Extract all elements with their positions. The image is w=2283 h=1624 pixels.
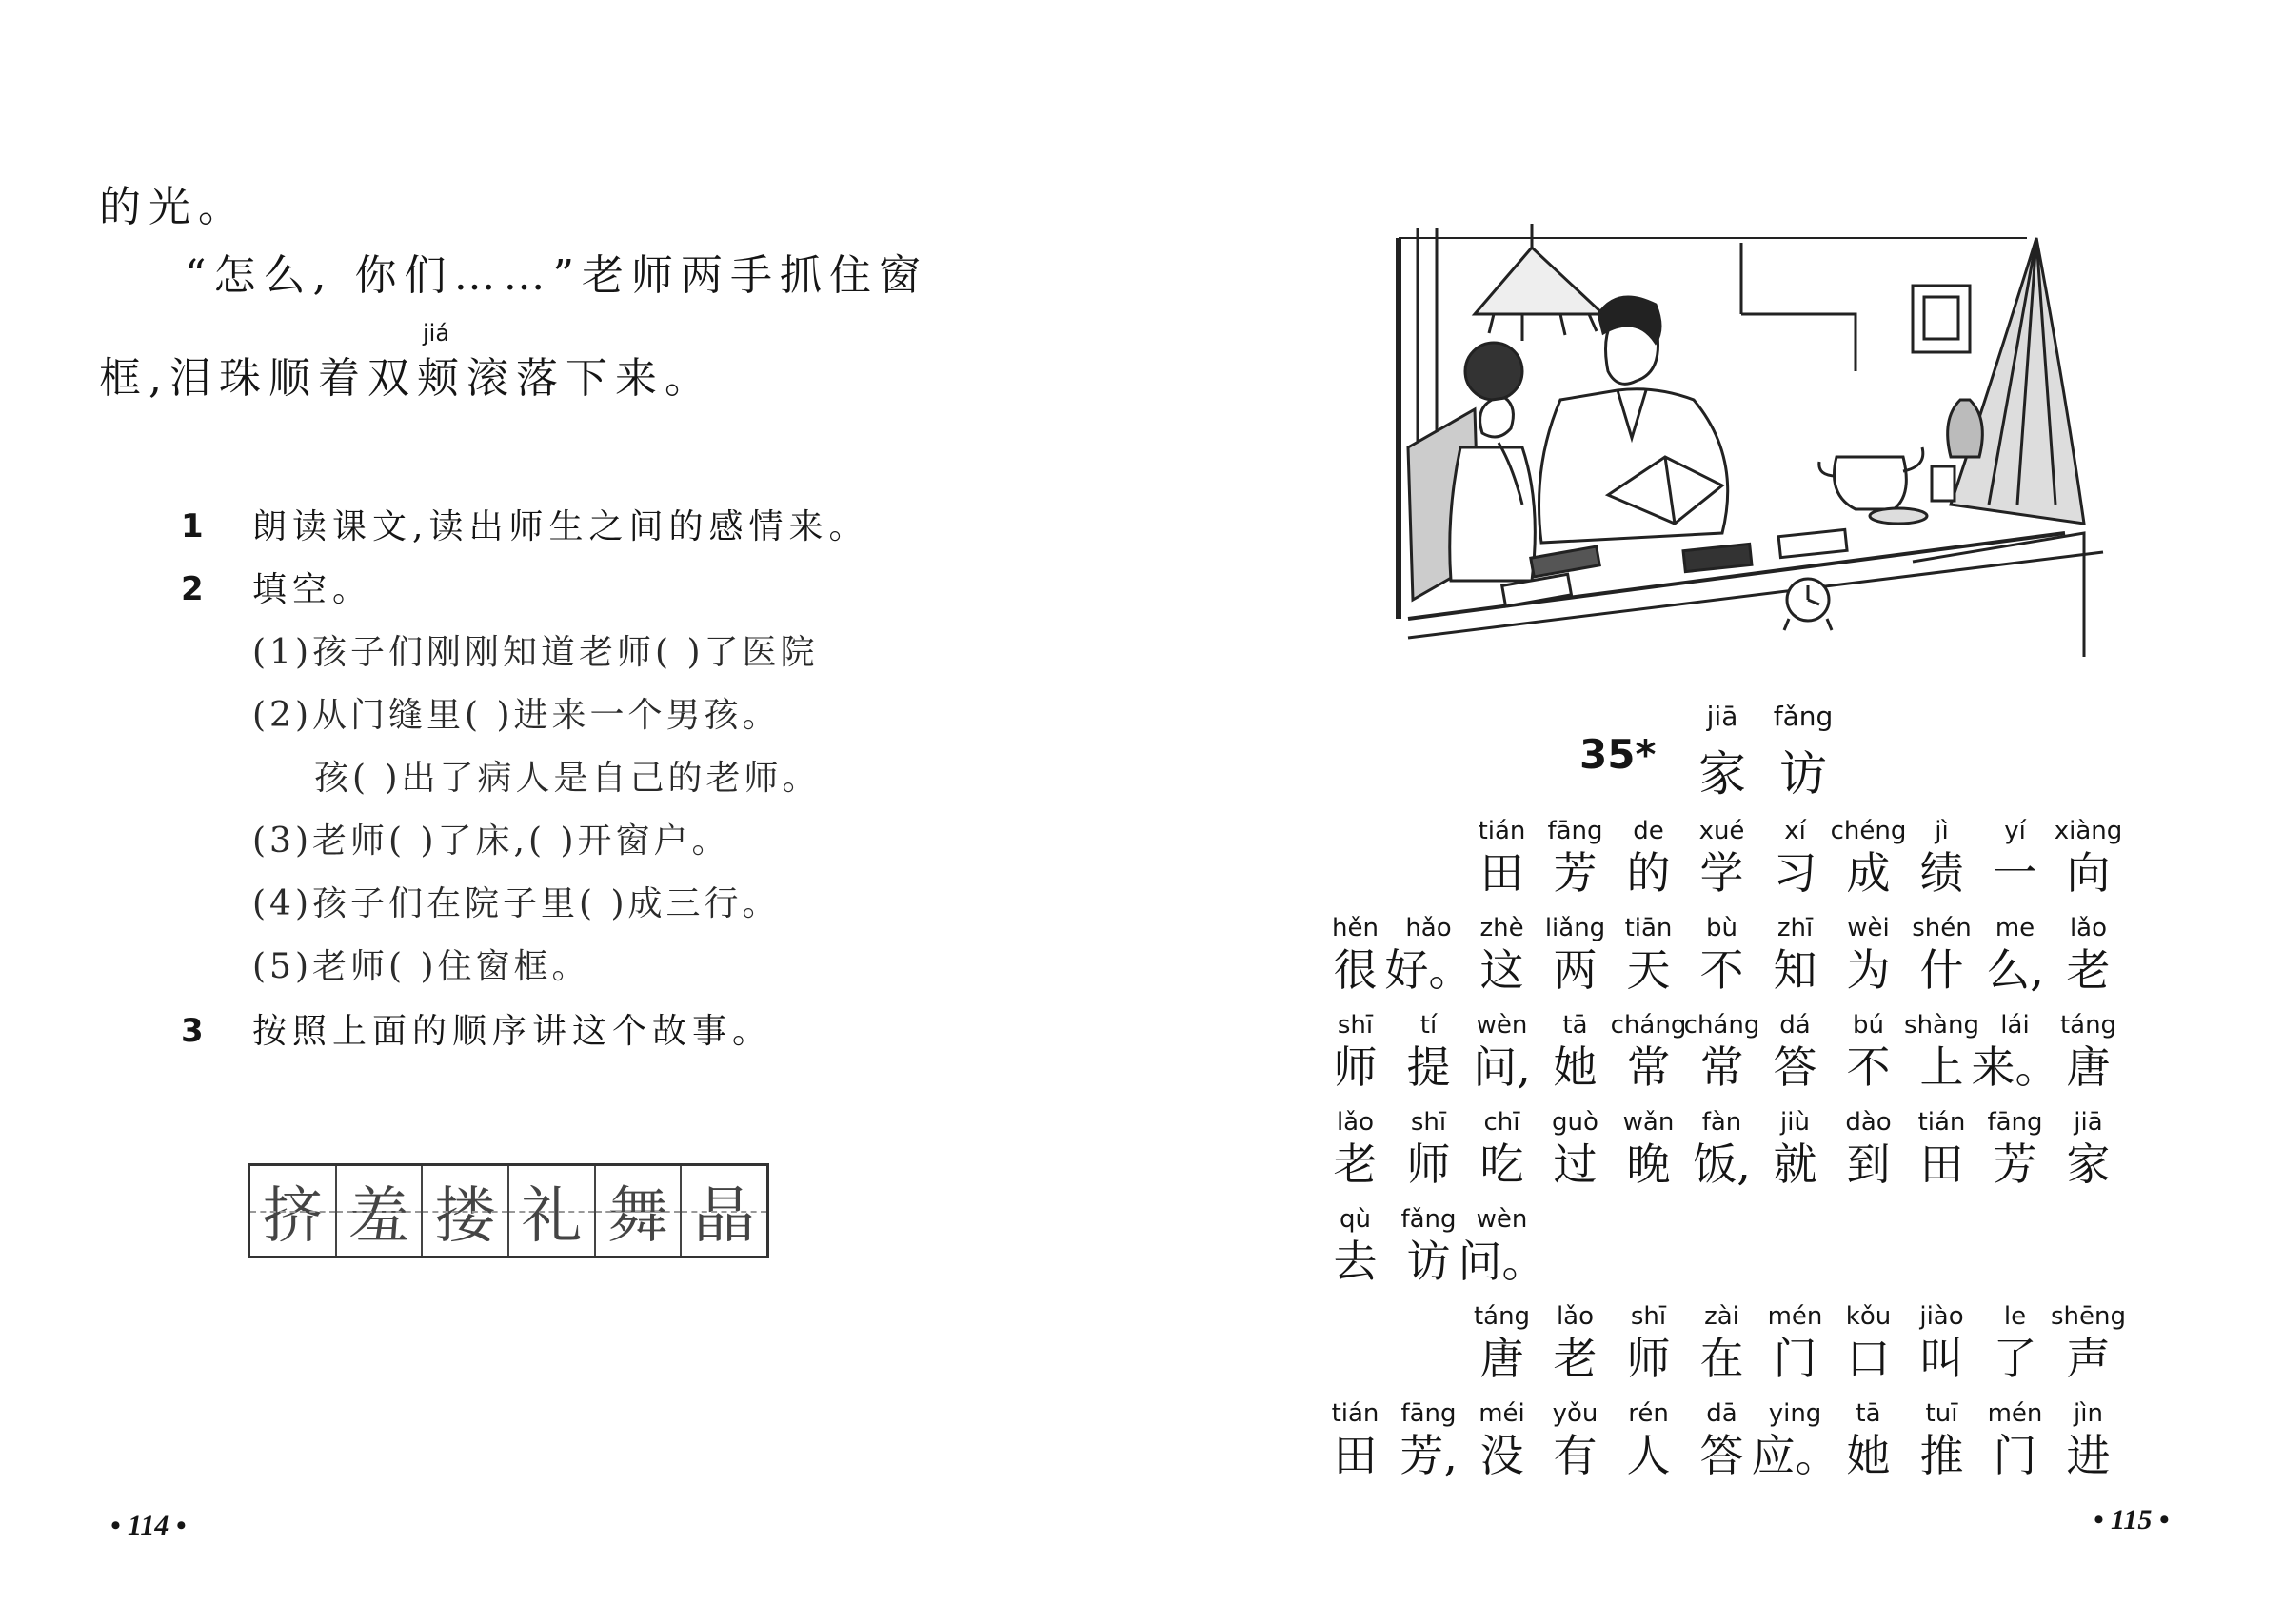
hanzi: 提: [1406, 1041, 1451, 1093]
ruby-character: [1539, 1106, 1612, 1190]
pinyin: qù: [1340, 1205, 1371, 1234]
hanzi: 去: [1333, 1236, 1378, 1287]
hanzi: 这: [1479, 944, 1524, 996]
ruby-character: [1751, 1397, 1839, 1481]
hanzi: 家: [2066, 1139, 2111, 1190]
pinyin: fǎng: [1400, 1205, 1457, 1234]
ruby-character: [1685, 1106, 1758, 1190]
ruby-character: [1539, 1009, 1612, 1093]
pinyin: fāng: [1987, 1108, 2043, 1137]
hanzi: 师: [1406, 1139, 1451, 1190]
pinyin: yǒu: [1552, 1399, 1598, 1428]
hanzi: 她: [1553, 1041, 1598, 1093]
pinyin: liǎng: [1544, 914, 1606, 942]
pinyin: tā: [1562, 1011, 1588, 1040]
ruby-character: [1384, 912, 1473, 996]
pinyin: lǎo: [2069, 914, 2108, 942]
pinyin: shēng: [2051, 1302, 2127, 1331]
pinyin: xué: [1698, 817, 1745, 845]
text-line-3: 框,泪珠顺着双颊滚落下来。: [99, 354, 714, 403]
illustration-family-visit: [1380, 219, 2113, 666]
hanzi: 田: [1333, 1430, 1378, 1481]
pinyin: chéng: [1830, 817, 1907, 845]
hanzi: 很: [1333, 944, 1378, 996]
pinyin: dā: [1706, 1399, 1737, 1428]
ruby-character: [1612, 1009, 1685, 1093]
pinyin: táng: [2059, 1011, 2117, 1040]
ruby-character: [2052, 1106, 2125, 1190]
grid-character: 搂: [423, 1166, 509, 1256]
hanzi: 有: [1553, 1430, 1598, 1481]
pinyin: fāng: [1547, 817, 1603, 845]
text-line-1: 的光。: [99, 183, 248, 231]
pinyin: tiān: [1624, 914, 1673, 942]
hanzi: 芳: [1553, 847, 1598, 899]
pinyin: tuī: [1925, 1399, 1958, 1428]
title-pinyin: fǎng: [1773, 701, 1834, 732]
exercise-text: 朗读课文,读出师生之间的感情来。: [252, 507, 869, 546]
ruby-character: [1612, 1397, 1685, 1481]
hanzi: 为: [1846, 944, 1891, 996]
ruby-character: [2052, 1397, 2125, 1481]
pinyin: hěn: [1332, 914, 1379, 942]
hanzi: 上: [1919, 1041, 1964, 1093]
ruby-character: [1758, 912, 1832, 996]
hanzi: 芳: [1993, 1139, 2037, 1190]
text-line: [1465, 1300, 2125, 1384]
right-page: [1142, 0, 2283, 1624]
character-grid: [248, 1163, 769, 1258]
hanzi: 天: [1626, 944, 1671, 996]
hanzi: 常: [1626, 1041, 1671, 1093]
ruby-character: [1758, 815, 1832, 899]
ruby-character: [1685, 1397, 1758, 1481]
pinyin: dá: [1779, 1011, 1811, 1040]
hanzi: 吃: [1479, 1139, 1524, 1190]
pinyin: zài: [1704, 1302, 1739, 1331]
pinyin: rén: [1628, 1399, 1669, 1428]
hanzi: 绩: [1919, 847, 1964, 899]
hanzi: 没: [1479, 1430, 1524, 1481]
exercise-subitem: (2)从门缝里( )进来一个男孩。: [252, 696, 781, 735]
pinyin-annotation: jiá: [423, 320, 450, 347]
hanzi: 问。: [1458, 1236, 1546, 1287]
hanzi: 口: [1846, 1333, 1891, 1384]
ruby-character: [1978, 1300, 2052, 1384]
pinyin: yí: [2004, 817, 2026, 845]
title-character: [1694, 701, 1751, 804]
exercise-number: 2: [181, 570, 204, 608]
ruby-character: [1758, 1009, 1832, 1093]
ruby-character: [1465, 1009, 1539, 1093]
pinyin: lǎo: [1556, 1302, 1595, 1331]
pinyin: bù: [1706, 914, 1737, 942]
pinyin: wèi: [1847, 914, 1890, 942]
ruby-character: [1465, 1300, 1539, 1384]
hanzi: 问,: [1473, 1041, 1531, 1093]
pinyin: jiā: [2074, 1108, 2103, 1137]
page-number-right: • 115 •: [2094, 1504, 2170, 1535]
pinyin: mén: [1767, 1302, 1823, 1331]
hanzi: 芳,: [1400, 1430, 1458, 1481]
exercise-subitem: 孩( )出了病人是自己的老师。: [314, 759, 821, 798]
hanzi: 门: [1773, 1333, 1817, 1384]
exercise-text: 按照上面的顺序讲这个故事。: [252, 1012, 773, 1051]
pinyin: shī: [1630, 1302, 1667, 1331]
ruby-character: [1319, 1203, 1392, 1287]
hanzi: 声: [2066, 1333, 2111, 1384]
hanzi: 师: [1626, 1333, 1671, 1384]
ruby-character: [1539, 912, 1612, 996]
pinyin: shén: [1912, 914, 1972, 942]
ruby-character: [1539, 1397, 1612, 1481]
hanzi: 她: [1846, 1430, 1891, 1481]
hanzi: 人: [1626, 1430, 1671, 1481]
ruby-character: [1832, 815, 1905, 899]
ruby-character: [1905, 912, 1978, 996]
pinyin: fāng: [1400, 1399, 1457, 1428]
text-line: [1319, 1203, 1546, 1287]
pinyin: jìn: [2074, 1399, 2103, 1428]
ruby-character: [1465, 815, 1539, 899]
exercise-subitem: (1)孩子们刚刚知道老师( )了医院: [252, 633, 819, 672]
hanzi: 进: [2066, 1430, 2111, 1481]
hanzi: 了: [1993, 1333, 2037, 1384]
ruby-character: [2052, 912, 2125, 996]
title-hanzi: 家: [1698, 746, 1746, 802]
pinyin: tián: [1331, 1399, 1380, 1428]
hanzi: 老: [2066, 944, 2111, 996]
grid-character: 挤: [250, 1166, 337, 1256]
text-line: [1319, 912, 2125, 996]
pinyin: tā: [1856, 1399, 1881, 1428]
ruby-character: [1319, 1009, 1392, 1093]
ruby-character: [1905, 815, 1978, 899]
hanzi: 好。: [1384, 944, 1473, 996]
pinyin: táng: [1473, 1302, 1531, 1331]
ruby-character: [1758, 1106, 1832, 1190]
hanzi: 答: [1699, 1430, 1744, 1481]
ruby-character: [1685, 1009, 1758, 1093]
ruby-character: [1685, 815, 1758, 899]
hanzi: 推: [1919, 1430, 1964, 1481]
hanzi: 么,: [1986, 944, 2044, 996]
pinyin: dào: [1845, 1108, 1892, 1137]
pinyin: le: [2003, 1302, 2027, 1331]
grid-character: 羞: [337, 1166, 424, 1256]
pinyin: guò: [1552, 1108, 1598, 1137]
ruby-character: [1978, 1106, 2052, 1190]
hanzi: 唐: [2066, 1041, 2111, 1093]
pinyin: cháng: [1610, 1011, 1687, 1040]
ruby-character: [1392, 1009, 1465, 1093]
text-line: [1319, 1009, 2125, 1093]
hanzi: 就: [1773, 1139, 1817, 1190]
pinyin: shī: [1337, 1011, 1374, 1040]
ruby-character: [1832, 912, 1905, 996]
ruby-character: [1758, 1300, 1832, 1384]
hanzi: 不: [1846, 1041, 1891, 1093]
ruby-character: [1319, 912, 1392, 996]
pinyin: zhè: [1479, 914, 1524, 942]
text-line: [1465, 815, 2125, 899]
exercise-subitem: (4)孩子们在院子里( )成三行。: [252, 884, 781, 923]
pinyin: mén: [1987, 1399, 2043, 1428]
pinyin: wǎn: [1622, 1108, 1675, 1137]
ruby-character: [1832, 1009, 1905, 1093]
hanzi: 习: [1773, 847, 1817, 899]
hanzi: 老: [1333, 1139, 1378, 1190]
exercise-text: 填空。: [252, 570, 373, 609]
ruby-character: [1465, 1106, 1539, 1190]
hanzi: 师: [1333, 1041, 1378, 1093]
ruby-character: [1685, 912, 1758, 996]
hanzi: 不: [1699, 944, 1744, 996]
exercise-subitem: (3)老师( )了床,( )开窗户。: [252, 822, 730, 861]
hanzi: 饭,: [1693, 1139, 1751, 1190]
hanzi: 成: [1846, 847, 1891, 899]
ruby-character: [1612, 815, 1685, 899]
exercise-number: 1: [181, 507, 204, 545]
hanzi: 答: [1773, 1041, 1817, 1093]
ruby-character: [1832, 1300, 1905, 1384]
hanzi: 田: [1479, 847, 1524, 899]
lesson-number: 35*: [1579, 731, 1657, 778]
ruby-character: [2052, 1009, 2125, 1093]
exercise-subitem: (5)老师( )住窗框。: [252, 947, 590, 986]
pinyin: lǎo: [1336, 1108, 1375, 1137]
hanzi: 门: [1993, 1430, 2037, 1481]
hanzi: 两: [1553, 944, 1598, 996]
ruby-character: [1978, 815, 2052, 899]
pinyin: jiào: [1919, 1302, 1964, 1331]
ruby-character: [1392, 1106, 1465, 1190]
hanzi: 应。: [1751, 1430, 1839, 1481]
pinyin: jiù: [1780, 1108, 1810, 1137]
ruby-character: [1539, 1300, 1612, 1384]
ruby-character: [1905, 1300, 1978, 1384]
hanzi: 唐: [1479, 1333, 1524, 1384]
pinyin: tí: [1419, 1011, 1438, 1040]
pinyin: shàng: [1904, 1011, 1979, 1040]
ruby-character: [1978, 912, 2052, 996]
title-character: [1775, 701, 1832, 804]
ruby-character: [1978, 1397, 2052, 1481]
exercise-number: 3: [181, 1012, 204, 1050]
hanzi: 田: [1919, 1139, 1964, 1190]
ruby-character: [1458, 1203, 1546, 1287]
grid-character: 礼: [509, 1166, 596, 1256]
pinyin: wèn: [1476, 1205, 1528, 1234]
pinyin: bú: [1853, 1011, 1884, 1040]
hanzi: 向: [2066, 847, 2111, 899]
ruby-character: [1465, 1397, 1539, 1481]
hanzi: 过: [1553, 1139, 1598, 1190]
pinyin: fàn: [1701, 1108, 1742, 1137]
title-pinyin: jiā: [1706, 701, 1738, 732]
grid-character: 舞: [596, 1166, 683, 1256]
ruby-character: [1832, 1106, 1905, 1190]
hanzi: 访: [1406, 1236, 1451, 1287]
ruby-character: [1465, 912, 1539, 996]
pinyin: kǒu: [1845, 1302, 1892, 1331]
pinyin: zhī: [1777, 914, 1814, 942]
ruby-character: [1832, 1397, 1905, 1481]
hanzi: 到: [1846, 1139, 1891, 1190]
ruby-character: [1905, 1106, 1978, 1190]
page-number-left: • 114 •: [110, 1510, 187, 1541]
pinyin: wèn: [1476, 1011, 1528, 1040]
pinyin: xiàng: [2054, 817, 2123, 845]
hanzi: 什: [1919, 944, 1964, 996]
hanzi: 来。: [1971, 1041, 2059, 1093]
ruby-character: [1319, 1106, 1392, 1190]
title-hanzi: 访: [1779, 746, 1827, 802]
hanzi: 老: [1553, 1333, 1598, 1384]
ruby-character: [1971, 1009, 2059, 1093]
hanzi: 晚: [1626, 1139, 1671, 1190]
ruby-character: [1392, 1203, 1465, 1287]
pinyin: tián: [1478, 817, 1526, 845]
pinyin: de: [1633, 817, 1664, 845]
pinyin: shī: [1410, 1108, 1447, 1137]
ruby-character: [1612, 912, 1685, 996]
text-line: [1319, 1106, 2125, 1190]
ruby-character: [1612, 1106, 1685, 1190]
hanzi: 常: [1699, 1041, 1744, 1093]
ruby-character: [2052, 815, 2125, 899]
pinyin: méi: [1479, 1399, 1525, 1428]
pinyin: chī: [1483, 1108, 1520, 1137]
text-line: [1319, 1397, 2125, 1481]
text-line-2: “怎么, 你们……”老师两手抓住窗: [185, 251, 928, 300]
hanzi: 一: [1993, 847, 2037, 899]
pinyin: lái: [2000, 1011, 2030, 1040]
hanzi: 在: [1699, 1333, 1744, 1384]
ruby-character: [2052, 1300, 2125, 1384]
pinyin: xí: [1784, 817, 1806, 845]
pinyin: ying: [1768, 1399, 1822, 1428]
pinyin: jì: [1935, 817, 1949, 845]
hanzi: 叫: [1919, 1333, 1964, 1384]
ruby-character: [1685, 1300, 1758, 1384]
ruby-character: [1392, 1397, 1465, 1481]
hanzi: 的: [1626, 847, 1671, 899]
ruby-character: [1905, 1009, 1978, 1093]
ruby-character: [1612, 1300, 1685, 1384]
pinyin: tián: [1917, 1108, 1966, 1137]
ruby-character: [1905, 1397, 1978, 1481]
ruby-character: [1539, 815, 1612, 899]
grid-character: 晶: [682, 1166, 766, 1256]
pinyin: cháng: [1683, 1011, 1760, 1040]
ruby-character: [1319, 1397, 1392, 1481]
hanzi: 学: [1699, 847, 1744, 899]
hanzi: 知: [1773, 944, 1817, 996]
pinyin: hǎo: [1405, 914, 1452, 942]
pinyin: me: [1995, 914, 2035, 942]
